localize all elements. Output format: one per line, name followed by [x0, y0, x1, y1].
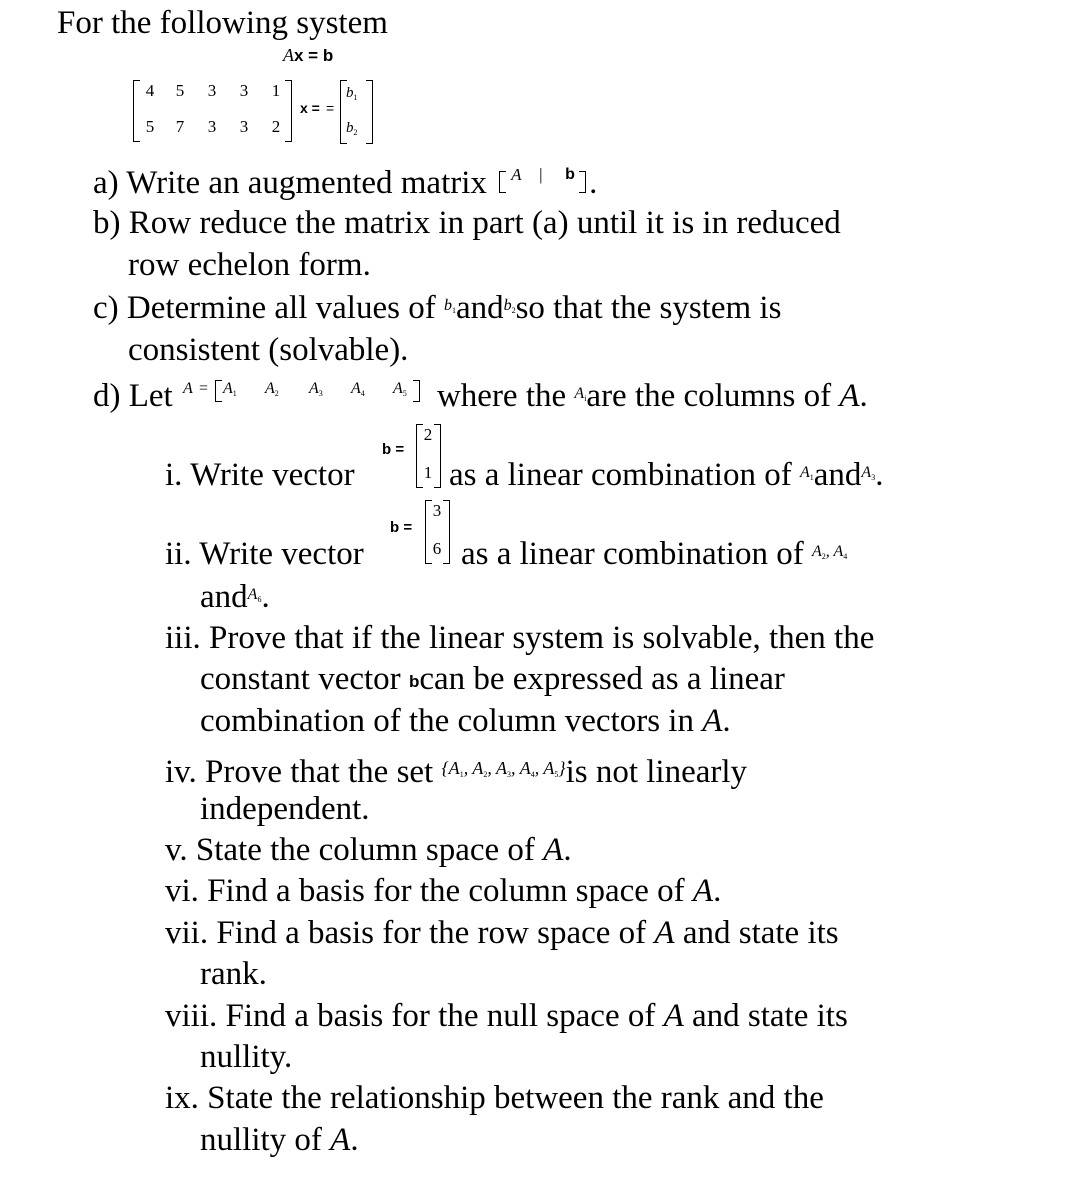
- period: .: [350, 1122, 359, 1158]
- sub-iii-line1: iii. Prove that if the linear system is solvable, then the: [165, 620, 875, 656]
- vec-cell: 2: [423, 425, 433, 444]
- c-t3: so that the system is: [515, 290, 782, 326]
- d-where: where the: [436, 378, 567, 414]
- intro-text: For the following system: [57, 5, 388, 41]
- matrix-cell: 3: [239, 117, 249, 136]
- sub-viii-line2: nullity.: [200, 1039, 293, 1075]
- vec-cell: 3: [432, 501, 442, 520]
- period: .: [875, 457, 884, 493]
- b2-symbol: [504, 297, 516, 314]
- period: .: [713, 873, 722, 909]
- part-b-line2: row echelon form.: [128, 247, 371, 283]
- sub-vii-line2: rank.: [200, 956, 267, 992]
- column-set: {A1, A2, A3, A4, A5}: [441, 758, 566, 779]
- sub: 2: [511, 306, 516, 315]
- vi-t1: vi. Find a basis for the column space of: [165, 873, 685, 909]
- iii-l2b: can be expressed as a linear: [419, 661, 785, 697]
- viii-t2: and state its: [692, 998, 848, 1034]
- matrix-cell: 4: [145, 81, 155, 100]
- matrix-cell: 7: [175, 117, 185, 136]
- sub: 1: [451, 306, 456, 315]
- period: .: [261, 579, 270, 615]
- eq-A: A: [283, 45, 294, 65]
- sub-iii-line3: [200, 701, 731, 741]
- iv-t1: iv. Prove that the set: [165, 754, 434, 790]
- vii-t2: and state its: [682, 915, 839, 951]
- b1: b: [346, 85, 354, 101]
- eq-xb: x = b: [294, 46, 334, 65]
- v-t1: v. State the column space of: [165, 832, 535, 868]
- matrix-cell: 2: [271, 117, 281, 136]
- vec-cell: 6: [432, 539, 442, 558]
- matrix-cell: 3: [207, 117, 217, 136]
- ii-t2: as a linear combination of: [461, 536, 804, 572]
- A-var: A: [839, 378, 860, 414]
- aug-sep: |: [539, 165, 543, 184]
- A-definition: A = $A_1$ $A_2$ $A_3$ $A_4$ $A_5$: [181, 376, 437, 412]
- sub-vii-line1: [165, 913, 839, 953]
- b-label-ii: b =: [390, 519, 413, 536]
- vii-t1: vii. Find a basis for the row space of: [165, 915, 647, 951]
- system-equation: [283, 45, 333, 66]
- c-t1: c) Determine all values of: [93, 290, 436, 326]
- sub-iii-line2: [200, 659, 785, 702]
- sub-viii-line1: [165, 996, 848, 1036]
- b2: b: [346, 120, 354, 136]
- A-var: A: [692, 873, 714, 909]
- sub-i-rest: as a linear combination of $^{A_1}$and$^{A_3}$.: [449, 457, 884, 493]
- part-a: [93, 163, 599, 203]
- d-let: d) Let: [93, 378, 173, 414]
- sub-ix-line1: ix. State the relationship between the rank and the: [165, 1080, 824, 1116]
- sub-i-t1: i. Write vector: [165, 457, 355, 493]
- ix-t1: nullity of: [200, 1122, 322, 1158]
- part-b-line1: b) Row reduce the matrix in part (a) until it is in reduced: [93, 205, 841, 241]
- period: .: [722, 703, 731, 739]
- i-and: and: [813, 457, 862, 493]
- iii-l3: combination of the column vectors in: [200, 703, 694, 739]
- x-equals: x =: [300, 100, 320, 116]
- part-c-line2: consistent (solvable).: [128, 332, 409, 368]
- sub-ii-line2: and$^{A_6}$.: [200, 579, 270, 615]
- equals-sign: =: [326, 100, 335, 116]
- sub-ix-line2: [200, 1120, 359, 1160]
- matrix-cell: 5: [145, 117, 155, 136]
- part-c-line1: [93, 288, 781, 328]
- matrix-cell: 5: [175, 81, 185, 100]
- ii-and: and: [200, 579, 248, 615]
- d-t3: are the columns of: [586, 378, 832, 414]
- part-d: d) Let A = $A_1$ $A_2$ $A_3$ $A_4$ $A_5$ where the $^{A_i}$are the columns of A.: [93, 378, 868, 414]
- b-bold: b: [408, 672, 420, 691]
- sub: 1: [353, 93, 358, 102]
- sub-vi: [165, 871, 721, 911]
- b-label-i: b =: [382, 441, 405, 458]
- viii-t1: viii. Find a basis for the null space of: [165, 998, 656, 1034]
- b1-symbol: [444, 297, 456, 314]
- sub-ii-t1: ii. Write vector: [165, 536, 364, 572]
- i-t2: as a linear combination of: [449, 457, 792, 493]
- iii-l2a: constant vector: [200, 661, 401, 697]
- sub-v: [165, 830, 572, 870]
- sub: 2: [353, 128, 358, 137]
- iv-t2: is not linearly: [565, 754, 748, 790]
- aug-A: A: [511, 165, 522, 184]
- b: b: [503, 297, 512, 314]
- period: .: [563, 832, 572, 868]
- c-and: and: [455, 290, 504, 326]
- A-var: A: [654, 915, 675, 951]
- matrix-cell: 3: [207, 81, 217, 100]
- sub-iv-line1: [165, 748, 747, 795]
- aug-b: b: [565, 166, 575, 183]
- A-var: A: [663, 998, 684, 1034]
- matrix-cell: 3: [239, 81, 249, 100]
- A-var: A: [702, 703, 723, 739]
- augmented-matrix: [495, 163, 599, 199]
- matrix-cell: 1: [271, 81, 281, 100]
- b: b: [443, 297, 452, 314]
- sub-ii-rest: as a linear combination of $^{A_2, A_4}$: [461, 536, 848, 572]
- vec-cell: 1: [423, 463, 433, 482]
- A-var: A: [330, 1122, 351, 1158]
- period: .: [589, 165, 598, 201]
- part-a-text: a) Write an augmented matrix: [93, 165, 487, 201]
- sub-iv-line2: independent.: [200, 791, 370, 827]
- period: .: [859, 378, 868, 414]
- A-var: A: [543, 832, 564, 868]
